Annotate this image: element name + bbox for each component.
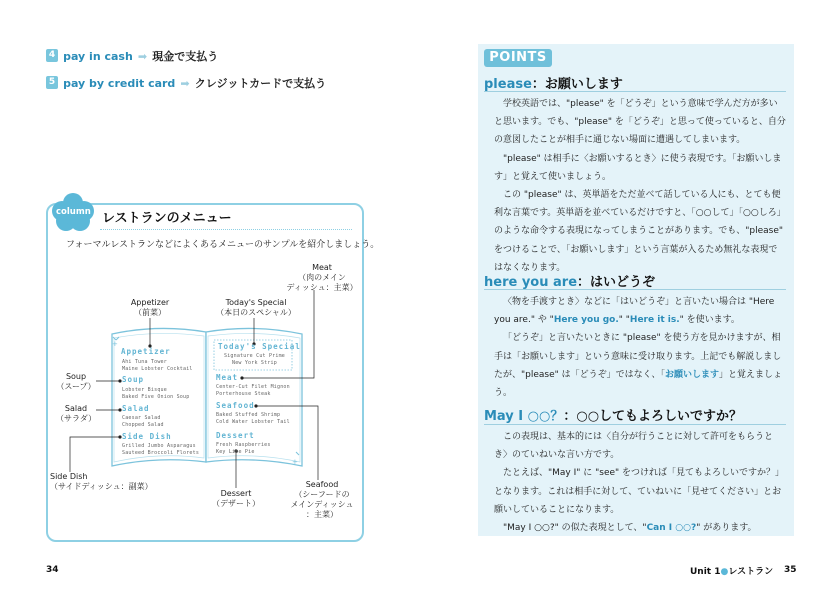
menu-meat-head: Meat (216, 373, 239, 382)
column-tag: column (56, 207, 91, 217)
label-meat: Meat （肉のメイン ディッシュ：主菜） (286, 263, 358, 292)
label-soup: Soup （スープ） (56, 372, 96, 391)
label-appetizer: Appetizer （前菜） (130, 298, 170, 317)
phrase-japanese: クレジットカードで支払う (194, 77, 327, 90)
menu-item: Ahi Tuna Tower (122, 359, 167, 365)
footer-unit: Unit 1●レストラン (690, 567, 774, 577)
column-title: レストランのメニュー (102, 211, 232, 226)
menu-salad-head: Salad (122, 404, 150, 413)
phrase-japanese: 現金で支払う (152, 50, 219, 63)
section-body-please: 学校英語では、"please" を「どうぞ」という意味で学んだ方が多いと思います。でも、"please" を「どうぞ」と思って使っていると、自分の意図したことが相手に通じない場面に遭遇してしまいます。 "please" は相手に〈お願いするとき〉に使う表現です。「お願いします」と覚えて使いましょう。 この "please" は、英単語をただ並べて話している人にも、とても便利な言葉です。英単語を並べているだけですと、「○○して」「○○しろ」のような命令する表現になってしまうことがあります。でも、"please" をつけることで、「お願いします」という言葉が入るため無礼な表現ではなくなります。 (494, 99, 786, 273)
page-number-left: 34 (46, 565, 59, 575)
section-divider (484, 424, 786, 425)
menu-item: Cold Water Lobster Tail (216, 419, 290, 425)
menu-item: Maine Lobster Cocktail (122, 366, 193, 372)
bullet-dot-icon: ● (720, 567, 729, 577)
phrase-english: pay by credit card (63, 77, 176, 90)
menu-soup-head: Soup (122, 375, 145, 384)
menu-item: Porterhouse Steak (216, 391, 271, 397)
label-dessert: Dessert （デザート） (212, 489, 260, 508)
menu-appetizer-head: Appetizer (121, 347, 171, 356)
phrase-english: pay in cash (63, 50, 133, 63)
svg-text:+: + (292, 458, 298, 466)
menu-seafood-head: Seafood (216, 401, 255, 410)
menu-item: Caesar Salad (122, 415, 161, 421)
label-seafood: Seafood （シーフードの メインディッシュ ：主菜） (290, 480, 354, 519)
menu-item: Grilled Jumbo Asparagus (122, 443, 196, 449)
menu-item: Center-Cut Filet Mignon (216, 384, 290, 390)
phrase-number-badge: 5 (46, 76, 58, 89)
menu-item: Lobster Bisque (122, 387, 167, 393)
menu-sidedish-head: Side Dish (122, 432, 172, 441)
arrow-right-icon: ➡ (180, 77, 190, 90)
menu-item: Key Lime Pie (216, 449, 255, 455)
menu-item: Baked Stuffed Shrimp (216, 412, 281, 418)
column-intro: フォーマルレストランなどによくあるメニューのサンプルを紹介しましょう。 (66, 240, 380, 250)
svg-text:+: + (112, 340, 118, 348)
menu-item: Baked Five Onion Soup (122, 394, 190, 400)
label-special: Today's Special （本日のスペシャル） (216, 298, 296, 317)
menu-item: Sauteed Broccoli Florets (122, 450, 200, 456)
section-divider (484, 91, 786, 92)
menu-item: Chopped Salad (122, 422, 164, 428)
phrase-number-badge: 4 (46, 49, 58, 62)
label-sidedish: Side Dish （サイドディッシュ：副菜） (50, 472, 153, 491)
menu-item: Fresh Raspberries (216, 442, 271, 448)
points-tag: POINTS (484, 49, 552, 67)
menu-special-head: Today's Special (218, 342, 301, 351)
section-title-please: please：お願いします (484, 77, 623, 92)
menu-dessert-head: Dessert (216, 431, 255, 440)
section-body-here-you-are: 〈物を手渡すとき〉などに「はいどうぞ」と言いたい場合は "Here you are." や "Here you go." "Here it is." を使います。 「どうぞ」と言いたいときに "please" を使う方を見かけますが、相手は「お願いします」という意味に受け取ります。上記でも解説しましたが、"please" は「どうぞ」ではなく、「お願いします」と覚えましょう。 (494, 297, 782, 399)
section-title-here-you-are: here you are：はいどうぞ (484, 275, 656, 290)
page-number-right: 35 (784, 565, 797, 575)
label-salad: Salad （サラダ） (56, 404, 97, 423)
arrow-right-icon: ➡ (137, 50, 148, 63)
menu-item: New York Strip (232, 360, 277, 366)
menu-item: Signature Cut Prime (224, 353, 285, 359)
section-divider (484, 289, 786, 290)
section-title-may-i: May I ○○？：○○してもよろしいですか？ (484, 409, 743, 424)
section-body-may-i: この表現は、基本的には〈自分が行うことに対して許可をもらうとき〉のていねいな言い方です。 たとえば、"May I" に "see" をつければ「見てもよろしいですか？」となります。これは相手に対して、ていねいに「見せてください」とお願いしていることになります。 "May I ○○?" の似た表現として、"Can I ○○?" があります。 (494, 432, 785, 534)
